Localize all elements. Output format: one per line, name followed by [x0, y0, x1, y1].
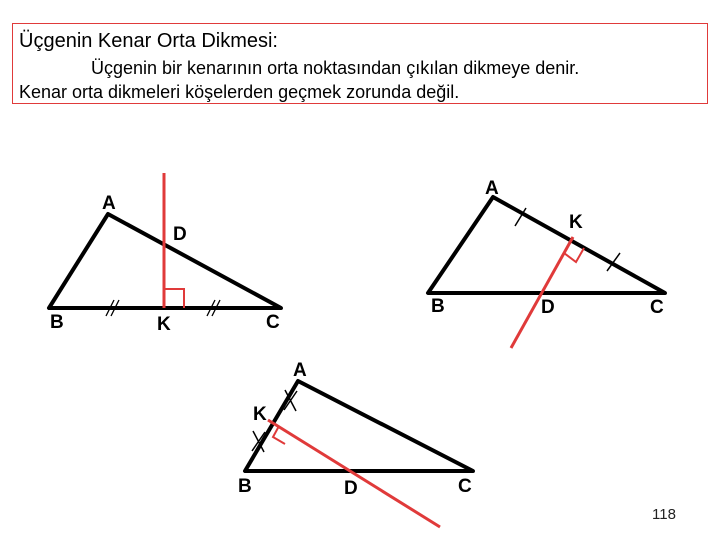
vertex-label-b: B: [431, 296, 445, 317]
vertex-label-a: A: [102, 193, 116, 214]
figure-3: [238, 360, 473, 527]
perpendicular-bisector: [268, 420, 440, 527]
vertex-label-c: C: [650, 297, 664, 318]
vertex-label-a: A: [293, 360, 307, 381]
page-number: 118: [652, 506, 676, 523]
figure-1: [49, 173, 281, 335]
point-label-k: K: [157, 314, 171, 335]
figure-2: [428, 178, 665, 348]
point-label-d: D: [173, 224, 187, 245]
right-angle-mark: [164, 289, 184, 308]
triangle-abc: [428, 197, 665, 293]
point-label-k: K: [253, 404, 267, 425]
point-label-d: D: [541, 297, 555, 318]
vertex-label-c: C: [266, 312, 280, 333]
definition-title: Üçgenin Kenar Orta Dikmesi:: [19, 30, 278, 52]
definition-line-1: Üçgenin bir kenarının orta noktasından çıkılan dikmeye denir.: [91, 58, 580, 78]
vertex-label-b: B: [238, 476, 252, 497]
vertex-label-a: A: [485, 178, 499, 199]
point-label-d: D: [344, 478, 358, 499]
definition-line-2: Kenar orta dikmeleri köşelerden geçmek zorunda değil.: [19, 82, 460, 102]
point-label-k: K: [569, 212, 583, 233]
vertex-label-b: B: [50, 312, 64, 333]
vertex-label-c: C: [458, 476, 472, 497]
